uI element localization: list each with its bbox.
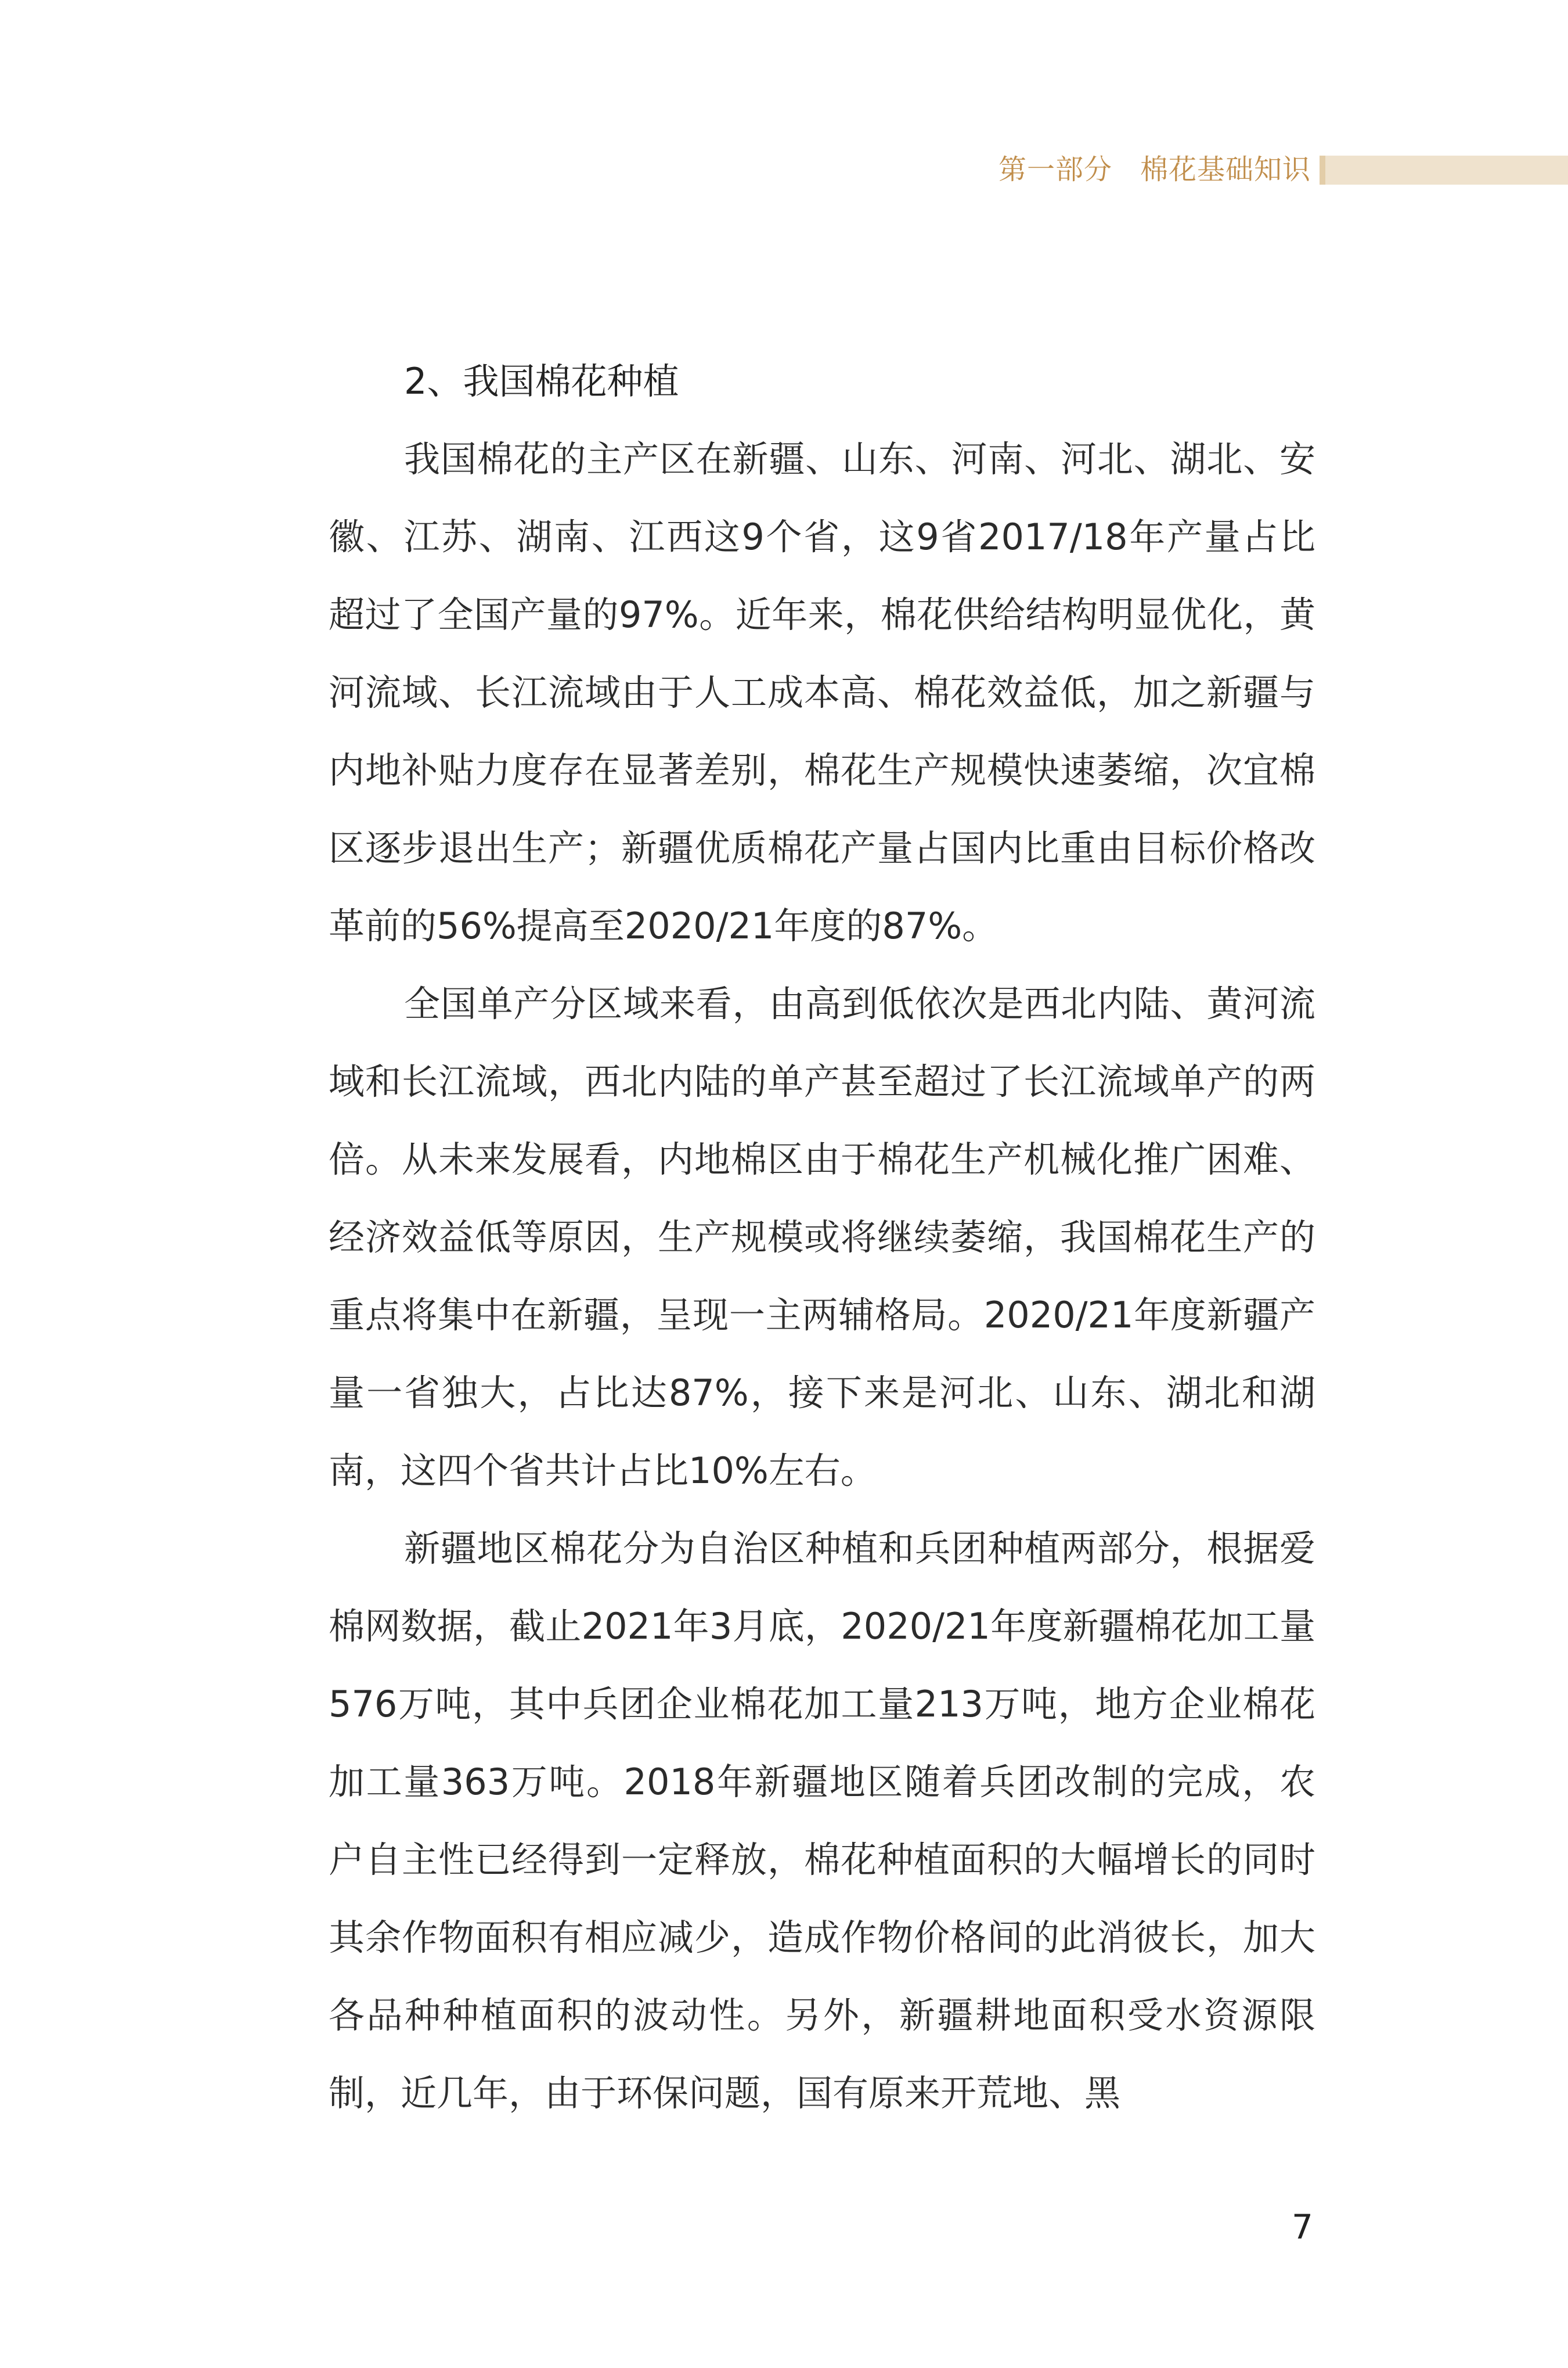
header-bar-edge [1320,156,1325,185]
page-number: 7 [1292,2207,1313,2247]
body-paragraph: 新疆地区棉花分为自治区种植和兵团种植两部分，根据爱棉网数据，截止2021年3月底，2020/21年度新疆棉花加工量576万吨，其中兵团企业棉花加工量213万吨，地方企业棉花加工量363万吨。2018年新疆地区随着兵团改制的完成，农户自主性已经得到一定释放，棉花种植面积的大幅增长的同时其余作物面积有相应减少，造成作物价格间的此消彼长，加大各品种种植面积的波动性。另外，新疆耕地面积受水资源限制，近几年，由于环保问题，国有原来开荒地、黑 [329,1527,1315,2114]
header-chapter-label: 棉花基础知识 [1140,153,1311,186]
page-body [329,343,1315,2132]
running-header-text [999,152,1311,187]
body-paragraph: 我国棉花的主产区在新疆、山东、河南、河北、湖北、安徽、江苏、湖南、江西这9个省，这9省2017/18年产量占比超过了全国产量的97%。近年来，棉花供给结构明显优化，黄河流域、长江流域由于人工成本高、棉花效益低，加之新疆与内地补贴力度存在显著差别，棉花生产规模快速萎缩，次宜棉区逐步退出生产；新疆优质棉花产量占国内比重由目标价格改革前的56%提高至2020/21年度的87%。 [329,438,1315,947]
header-part-label: 第一部分 [998,153,1112,186]
header-decorative-bar [1320,156,1568,185]
running-header [0,150,1568,190]
section-title: 2、我国棉花种植 [404,360,679,402]
body-paragraph: 全国单产分区域来看，由高到低依次是西北内陆、黄河流域和长江流域，西北内陆的单产甚至超过了长江流域单产的两倍。从未来发展看，内地棉区由于棉花生产机械化推广困难、经济效益低等原因，生产规模或将继续萎缩，我国棉花生产的重点将集中在新疆，呈现一主两辅格局。2020/21年度新疆产量一省独大，占比达87%，接下来是河北、山东、湖北和湖南，这四个省共计占比10%左右。 [329,983,1315,1492]
